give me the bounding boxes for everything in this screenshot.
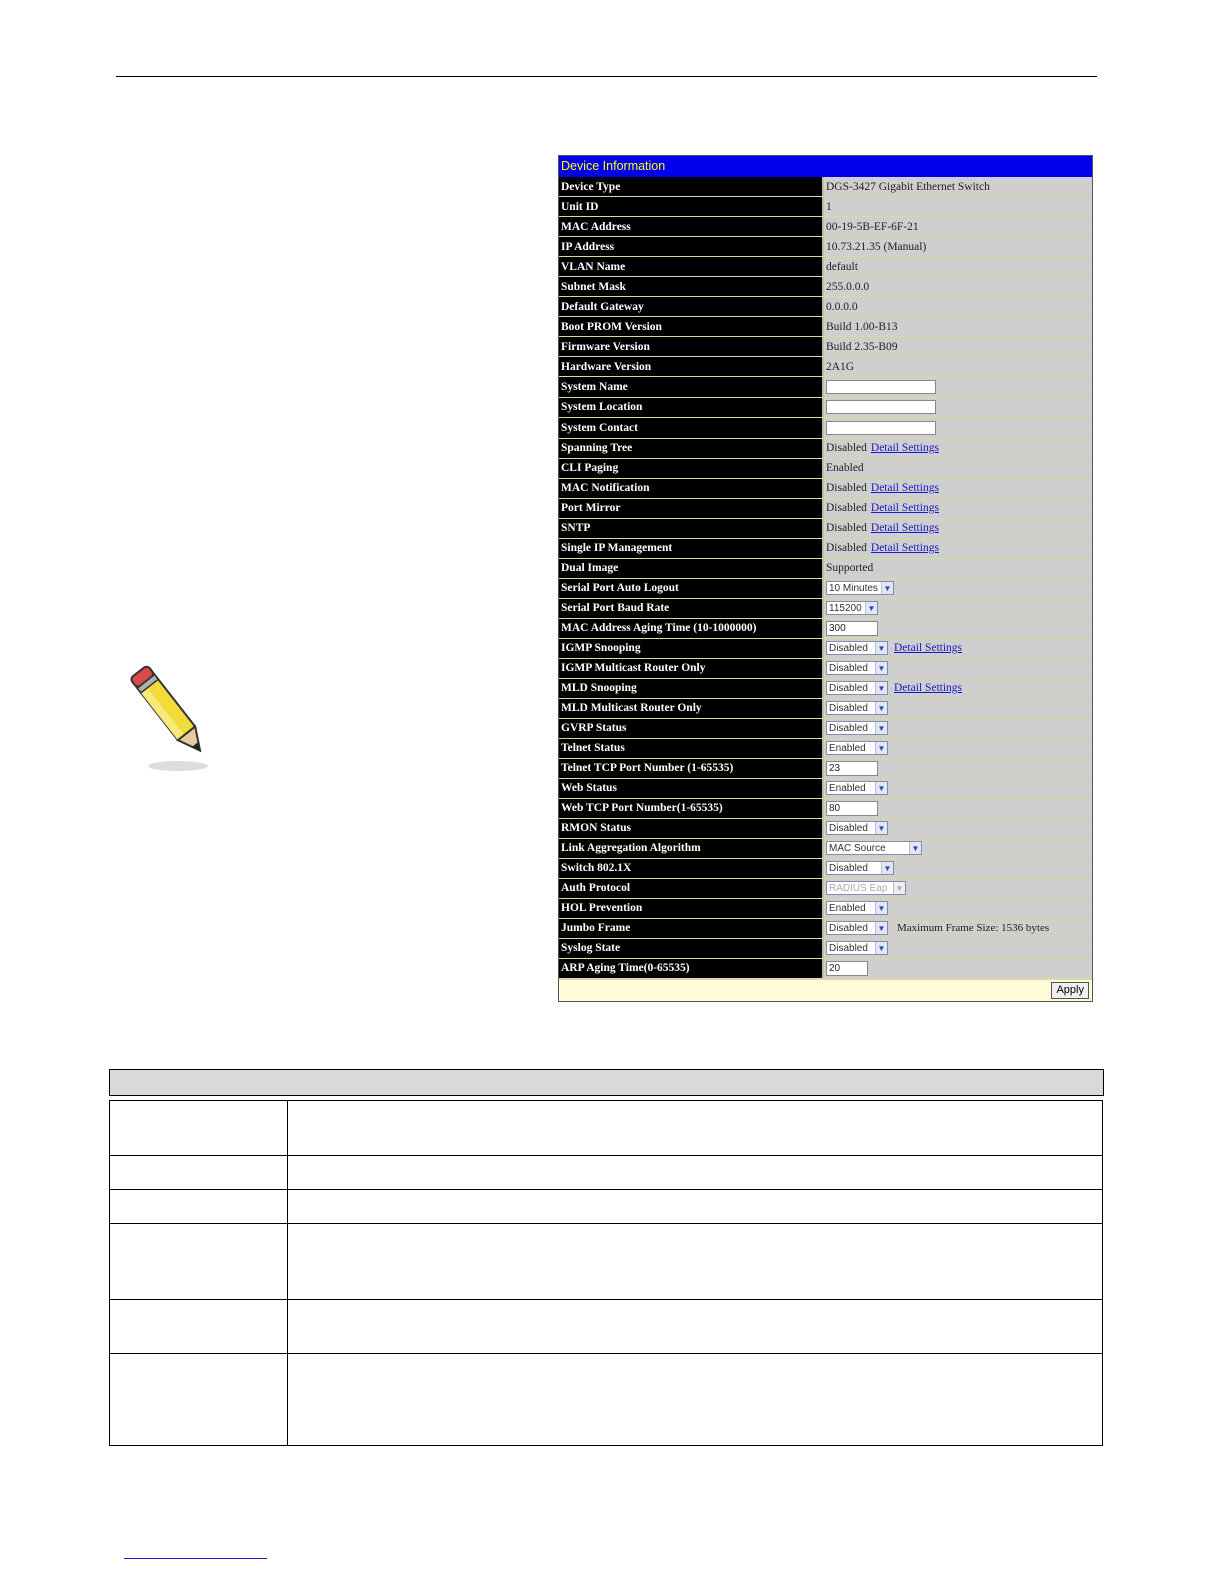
- row-value: [824, 739, 1092, 758]
- row-hardware: [559, 357, 1092, 377]
- row-firmware: [559, 337, 1092, 357]
- row-value: [824, 398, 1092, 418]
- row-value: [824, 418, 1092, 438]
- description-table: [109, 1100, 1103, 1446]
- row-label: HOL Prevention: [559, 899, 824, 918]
- row-link-agg: [559, 839, 1092, 859]
- row-auth-protocol: [559, 879, 1092, 899]
- igmp-snooping-detail-link[interactable]: Detail Settings: [894, 642, 963, 654]
- mac-aging-input[interactable]: 300: [826, 621, 878, 636]
- table-cell: [288, 1156, 1102, 1189]
- spanning-tree-value: Disabled: [826, 442, 867, 454]
- sntp-detail-link[interactable]: Detail Settings: [870, 522, 939, 534]
- row-label: Spanning Tree: [559, 439, 824, 458]
- row-value: [824, 879, 1092, 898]
- panel-title: Device Information: [559, 156, 1092, 177]
- select-text: Disabled: [829, 702, 868, 714]
- row-web-port: [559, 799, 1092, 819]
- web-port-input[interactable]: 80: [826, 801, 878, 816]
- system-location-input[interactable]: [826, 400, 936, 414]
- serial-baud-select[interactable]: [826, 601, 878, 615]
- row-value: [824, 759, 1092, 778]
- row-syslog: [559, 939, 1092, 959]
- row-system-contact: [559, 418, 1092, 439]
- gvrp-select[interactable]: [826, 721, 888, 735]
- table-row: [110, 1101, 1102, 1156]
- table-cell: [288, 1224, 1102, 1299]
- system-name-input[interactable]: [826, 380, 936, 394]
- row-value: [824, 357, 1092, 376]
- row-value: [824, 257, 1092, 276]
- serial-logout-select[interactable]: [826, 581, 894, 595]
- row-port-mirror: [559, 499, 1092, 519]
- row-ip-address: [559, 237, 1092, 257]
- unit-id-value: 1: [826, 200, 832, 213]
- row-label: SNTP: [559, 519, 824, 538]
- row-rmon: [559, 819, 1092, 839]
- row-label: Link Aggregation Algorithm: [559, 839, 824, 858]
- table-row: [110, 1224, 1102, 1300]
- hardware-value: 2A1G: [826, 360, 855, 373]
- vlan-name-value: default: [826, 260, 858, 273]
- row-value: [824, 799, 1092, 818]
- select-text: 10 Minutes: [829, 582, 878, 594]
- sntp-value: Disabled: [826, 522, 867, 534]
- row-label: ARP Aging Time(0-65535): [559, 959, 824, 978]
- row-value: [824, 839, 1092, 858]
- select-text: Disabled: [829, 642, 868, 654]
- row-label: Single IP Management: [559, 539, 824, 558]
- row-value: [824, 859, 1092, 878]
- row-label: Dual Image: [559, 559, 824, 578]
- row-value: [824, 899, 1092, 918]
- row-label: MAC Address Aging Time (10-1000000): [559, 619, 824, 638]
- row-label: System Name: [559, 377, 824, 397]
- row-label: Subnet Mask: [559, 277, 824, 296]
- row-value: [824, 659, 1092, 678]
- row-label: Switch 802.1X: [559, 859, 824, 878]
- row-label: MAC Address: [559, 217, 824, 236]
- row-hol: [559, 899, 1092, 919]
- row-label: Telnet TCP Port Number (1-65535): [559, 759, 824, 778]
- select-text: Disabled: [829, 662, 868, 674]
- dual-image-value: Supported: [826, 562, 874, 574]
- row-label: VLAN Name: [559, 257, 824, 276]
- row-label: IP Address: [559, 237, 824, 256]
- row-label: Auth Protocol: [559, 879, 824, 898]
- row-value: [824, 297, 1092, 316]
- chevron-down-icon: ▼: [875, 822, 887, 834]
- row-sntp: [559, 519, 1092, 539]
- row-value: [824, 699, 1092, 718]
- row-label: Port Mirror: [559, 499, 824, 518]
- row-value: [824, 579, 1092, 598]
- chevron-down-icon: ▼: [875, 742, 887, 754]
- apply-button[interactable]: Apply: [1051, 982, 1089, 999]
- row-value: [824, 479, 1092, 498]
- row-value: [824, 539, 1092, 558]
- spanning-tree-detail-link[interactable]: Detail Settings: [870, 442, 939, 454]
- row-unit-id: [559, 197, 1092, 217]
- row-label: Hardware Version: [559, 357, 824, 376]
- row-value: [824, 377, 1092, 397]
- row-label: Serial Port Auto Logout: [559, 579, 824, 598]
- row-vlan-name: [559, 257, 1092, 277]
- row-value: [824, 719, 1092, 738]
- row-arp-aging: [559, 959, 1092, 979]
- row-label: Serial Port Baud Rate: [559, 599, 824, 618]
- select-text: Disabled: [829, 822, 868, 834]
- row-label: Web Status: [559, 779, 824, 798]
- cli-paging-value: Enabled: [826, 462, 864, 474]
- device-type-value: DGS-3427 Gigabit Ethernet Switch: [826, 180, 990, 193]
- chevron-down-icon: ▼: [875, 722, 887, 734]
- row-igmp-router: [559, 659, 1092, 679]
- jumbo-frame-note: Maximum Frame Size: 1536 bytes: [897, 922, 1050, 934]
- ip-address-value: 10.73.21.35 (Manual): [826, 240, 927, 253]
- mld-snooping-detail-link[interactable]: Detail Settings: [894, 682, 963, 694]
- row-web-status: [559, 779, 1092, 799]
- row-label: RMON Status: [559, 819, 824, 838]
- row-label: System Location: [559, 398, 824, 418]
- apply-row: [559, 979, 1092, 1001]
- row-value: [824, 819, 1092, 838]
- row-label: Boot PROM Version: [559, 317, 824, 336]
- chevron-down-icon: ▼: [875, 782, 887, 794]
- table-cell: [110, 1354, 288, 1445]
- table-cell: [110, 1300, 288, 1353]
- chevron-down-icon: ▼: [909, 842, 921, 854]
- system-contact-input[interactable]: [826, 421, 936, 435]
- row-value: [824, 197, 1092, 216]
- select-text: Disabled: [829, 922, 868, 934]
- auth-protocol-select[interactable]: [826, 881, 906, 895]
- header-rule: [116, 76, 1097, 77]
- row-value: [824, 679, 1092, 698]
- row-label: Syslog State: [559, 939, 824, 958]
- row-gvrp: [559, 719, 1092, 739]
- select-text: Enabled: [829, 782, 866, 794]
- mac-notification-value: Disabled: [826, 482, 867, 494]
- row-value: [824, 779, 1092, 798]
- row-system-location: [559, 398, 1092, 419]
- table-cell: [110, 1156, 288, 1189]
- row-label: CLI Paging: [559, 459, 824, 478]
- chevron-down-icon: ▼: [875, 702, 887, 714]
- row-value: [824, 277, 1092, 296]
- row-serial-logout: [559, 579, 1092, 599]
- row-label: Web TCP Port Number(1-65535): [559, 799, 824, 818]
- row-mac-notification: [559, 479, 1092, 499]
- select-text: MAC Source: [829, 842, 886, 854]
- igmp-router-select[interactable]: [826, 661, 888, 675]
- row-label: Default Gateway: [559, 297, 824, 316]
- row-label: IGMP Multicast Router Only: [559, 659, 824, 678]
- row-label: Jumbo Frame: [559, 919, 824, 938]
- port-mirror-detail-link[interactable]: Detail Settings: [870, 502, 939, 514]
- telnet-port-input[interactable]: 23: [826, 761, 878, 776]
- igmp-snooping-select[interactable]: [826, 641, 888, 655]
- link-agg-select[interactable]: [826, 841, 922, 855]
- table-cell: [288, 1190, 1102, 1223]
- row-value: [824, 519, 1092, 538]
- row-device-type: [559, 177, 1092, 197]
- row-mld-snooping: [559, 679, 1092, 699]
- chevron-down-icon: ▼: [893, 882, 905, 894]
- row-spanning-tree: [559, 439, 1092, 459]
- row-value: [824, 959, 1092, 978]
- table-row: [110, 1156, 1102, 1190]
- telnet-select[interactable]: [826, 741, 888, 755]
- row-telnet: [559, 739, 1092, 759]
- table-cell: [110, 1190, 288, 1223]
- row-single-ip: [559, 539, 1092, 559]
- row-value: [824, 499, 1092, 518]
- chevron-down-icon: ▼: [875, 922, 887, 934]
- select-text: Enabled: [829, 742, 866, 754]
- row-serial-baud: [559, 599, 1092, 619]
- row-value: [824, 337, 1092, 356]
- row-label: Telnet Status: [559, 739, 824, 758]
- select-text: Disabled: [829, 862, 868, 874]
- select-text: Disabled: [829, 942, 868, 954]
- row-value: [824, 939, 1092, 958]
- device-information-panel: [558, 155, 1093, 1002]
- row-value: [824, 237, 1092, 256]
- row-label: System Contact: [559, 418, 824, 438]
- row-value: [824, 619, 1092, 638]
- row-label: Firmware Version: [559, 337, 824, 356]
- single-ip-value: Disabled: [826, 542, 867, 554]
- switch-8021x-select[interactable]: [826, 861, 894, 875]
- row-value: [824, 599, 1092, 618]
- row-value: [824, 559, 1092, 578]
- row-label: MAC Notification: [559, 479, 824, 498]
- table-cell: [288, 1101, 1102, 1155]
- select-text: RADIUS Eap: [829, 882, 888, 894]
- chevron-down-icon: ▼: [875, 942, 887, 954]
- port-mirror-value: Disabled: [826, 502, 867, 514]
- select-text: Enabled: [829, 902, 866, 914]
- mld-router-select[interactable]: [826, 701, 888, 715]
- firmware-value: Build 2.35-B09: [826, 340, 898, 353]
- row-label: MLD Snooping: [559, 679, 824, 698]
- single-ip-detail-link[interactable]: Detail Settings: [870, 542, 939, 554]
- row-subnet-mask: [559, 277, 1092, 297]
- row-igmp-snooping: [559, 639, 1092, 659]
- row-label: Device Type: [559, 177, 824, 196]
- mac-address-value: 00-19-5B-EF-6F-21: [826, 220, 919, 233]
- chevron-down-icon: ▼: [881, 582, 893, 594]
- row-mld-router: [559, 699, 1092, 719]
- boot-prom-value: Build 1.00-B13: [826, 320, 898, 333]
- row-system-name: [559, 377, 1092, 398]
- chevron-down-icon: ▼: [881, 862, 893, 874]
- row-label: IGMP Snooping: [559, 639, 824, 658]
- row-mac-aging: [559, 619, 1092, 639]
- row-label: MLD Multicast Router Only: [559, 699, 824, 718]
- table-row: [110, 1190, 1102, 1224]
- row-telnet-port: [559, 759, 1092, 779]
- hol-select[interactable]: [826, 901, 888, 915]
- table-cell: [288, 1354, 1102, 1445]
- row-switch-8021x: [559, 859, 1092, 879]
- default-gateway-value: 0.0.0.0: [826, 300, 858, 313]
- row-value: [824, 459, 1092, 478]
- select-text: Disabled: [829, 682, 868, 694]
- chevron-down-icon: ▼: [875, 902, 887, 914]
- rmon-select[interactable]: [826, 821, 888, 835]
- pencil-note-icon: [118, 656, 228, 776]
- mld-snooping-select[interactable]: [826, 681, 888, 695]
- row-value: [824, 639, 1092, 658]
- row-mac-address: [559, 217, 1092, 237]
- table-row: [110, 1354, 1102, 1445]
- table-row: [110, 1300, 1102, 1354]
- table-cell: [110, 1101, 288, 1155]
- mac-notification-detail-link[interactable]: Detail Settings: [870, 482, 939, 494]
- row-value: [824, 439, 1092, 458]
- row-default-gateway: [559, 297, 1092, 317]
- description-table-header: [109, 1069, 1104, 1096]
- row-cli-paging: [559, 459, 1092, 479]
- row-value: [824, 217, 1092, 236]
- row-label: GVRP Status: [559, 719, 824, 738]
- subnet-mask-value: 255.0.0.0: [826, 280, 870, 293]
- chevron-down-icon: ▼: [875, 642, 887, 654]
- chevron-down-icon: ▼: [875, 682, 887, 694]
- row-label: Unit ID: [559, 197, 824, 216]
- table-cell: [288, 1300, 1102, 1353]
- row-boot-prom: [559, 317, 1092, 337]
- syslog-select[interactable]: [826, 941, 888, 955]
- chevron-down-icon: ▼: [865, 602, 877, 614]
- jumbo-select[interactable]: [826, 921, 888, 935]
- row-value: [824, 177, 1092, 196]
- row-dual-image: [559, 559, 1092, 579]
- arp-aging-input[interactable]: 20: [826, 961, 868, 976]
- row-value: [824, 919, 1092, 938]
- select-text: Disabled: [829, 722, 868, 734]
- web-status-select[interactable]: [826, 781, 888, 795]
- row-jumbo: [559, 919, 1092, 939]
- select-text: 115200: [829, 602, 862, 614]
- footer-link-underline[interactable]: [124, 1558, 267, 1559]
- row-value: [824, 317, 1092, 336]
- chevron-down-icon: ▼: [875, 662, 887, 674]
- table-cell: [110, 1224, 288, 1299]
